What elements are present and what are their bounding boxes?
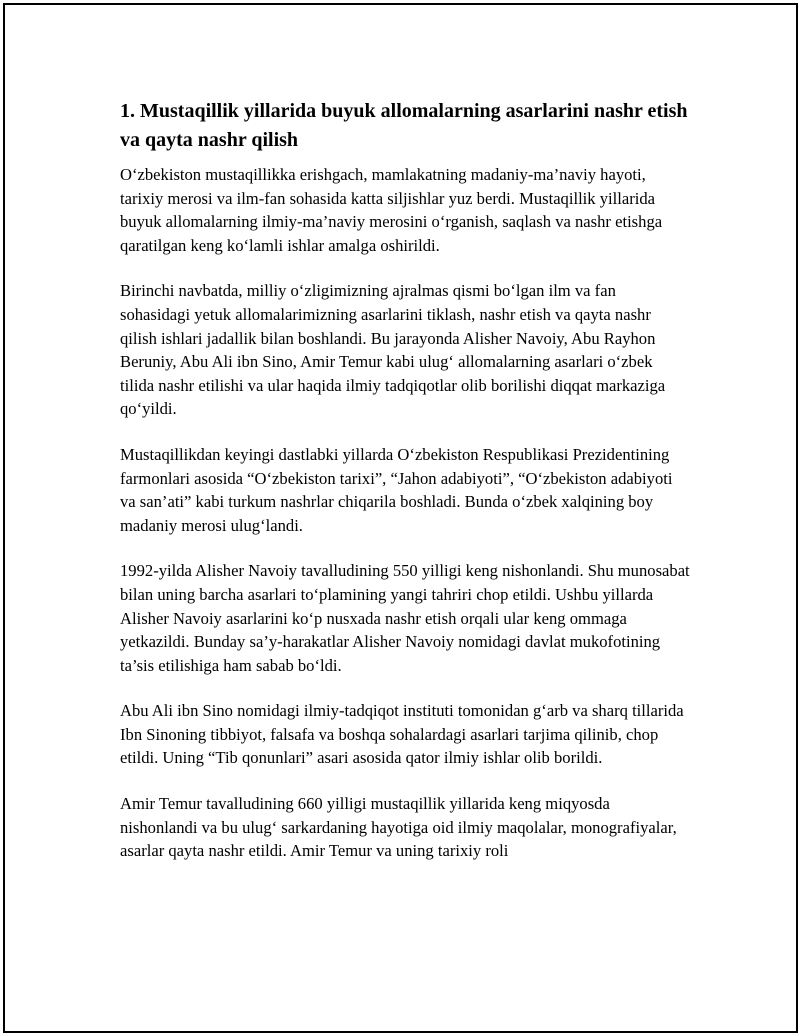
paragraph-5: Abu Ali ibn Sino nomidagi ilmiy-tadqiqot instituti tomonidan g‘arb va sharq tillarida Ibn Sinoning tibbiyot, falsafa va boshqa sohalardagi asarlari tarjima qilinib, chop etildi. Uning “Tib qonunlari” asari asosida qator ilmiy ishlar olib borildi. bbox=[120, 701, 684, 768]
document-body bbox=[120, 97, 690, 885]
paragraph-4: 1992-yilda Alisher Navoiy tavalludining 550 yilligi keng nishonlandi. Shu munosabat bilan uning barcha asarlari to‘plamining yangi tahriri chop etildi. Ushbu yillarda Alisher Navoiy asarlarini ko‘p nusxada nashr etish orqali ular keng ommaga yetkazildi. Bunday sa’y-harakatlar Alisher Navoiy nomidagi davlat mukofotining ta’sis etilishiga ham sabab bo‘ldi. bbox=[120, 561, 690, 675]
paragraph-2: Birinchi navbatda, milliy o‘zligimizning ajralmas qismi bo‘lgan ilm va fan sohasidagi yetuk allomalarimizning asarlarini tiklash, nashr etish va qayta nashr qilish ishlari jadallik bilan boshlandi. Bu jarayonda Alisher Navoiy, Abu Rayhon Beruniy, Abu Ali ibn Sino, Amir Temur kabi ulug‘ allomalarning asarlari o‘zbek tilida nashr etilishi va ular haqida ilmiy tadqiqotlar olib borilishi diqqat markaziga qo‘yildi. bbox=[120, 281, 666, 419]
paragraph-3: Mustaqillikdan keyingi dastlabki yillarda O‘zbekiston Respublikasi Prezidentining farmonlari asosida “O‘zbekiston tarixi”, “Jahon adabiyoti”, “O‘zbekiston adabiyoti va san’ati” kabi turkum nashrlar chiqarila boshladi. Bunda o‘zbek xalqining boy madaniy merosi ulug‘landi. bbox=[120, 444, 673, 535]
document-title: 1. Mustaqillik yillarida buyuk allomalarning asarlarini nashr etish va qayta nashr qilish bbox=[120, 100, 688, 151]
page bbox=[3, 3, 798, 1033]
paragraph-6: Amir Temur tavalludining 660 yilligi mustaqillik yillarida keng miqyosda nishonlandi va bu ulug‘ sarkardaning hayotiga oid ilmiy maqolalar, monografiyalar, asarlar qayta nashr etildi. Amir Temur va uning tarixiy roli bbox=[120, 794, 677, 861]
paragraph-1: O‘zbekiston mustaqillikka erishgach, mamlakatning madaniy-ma’naviy hayoti, tarixiy merosi va ilm-fan sohasida katta siljishlar yuz berdi. Mustaqillik yillarida buyuk allomalarning ilmiy-ma’naviy merosini o‘rganish, saqlash va nashr etishga qaratilgan keng ko‘lamli ishlar amalga oshirildi. bbox=[120, 165, 663, 255]
